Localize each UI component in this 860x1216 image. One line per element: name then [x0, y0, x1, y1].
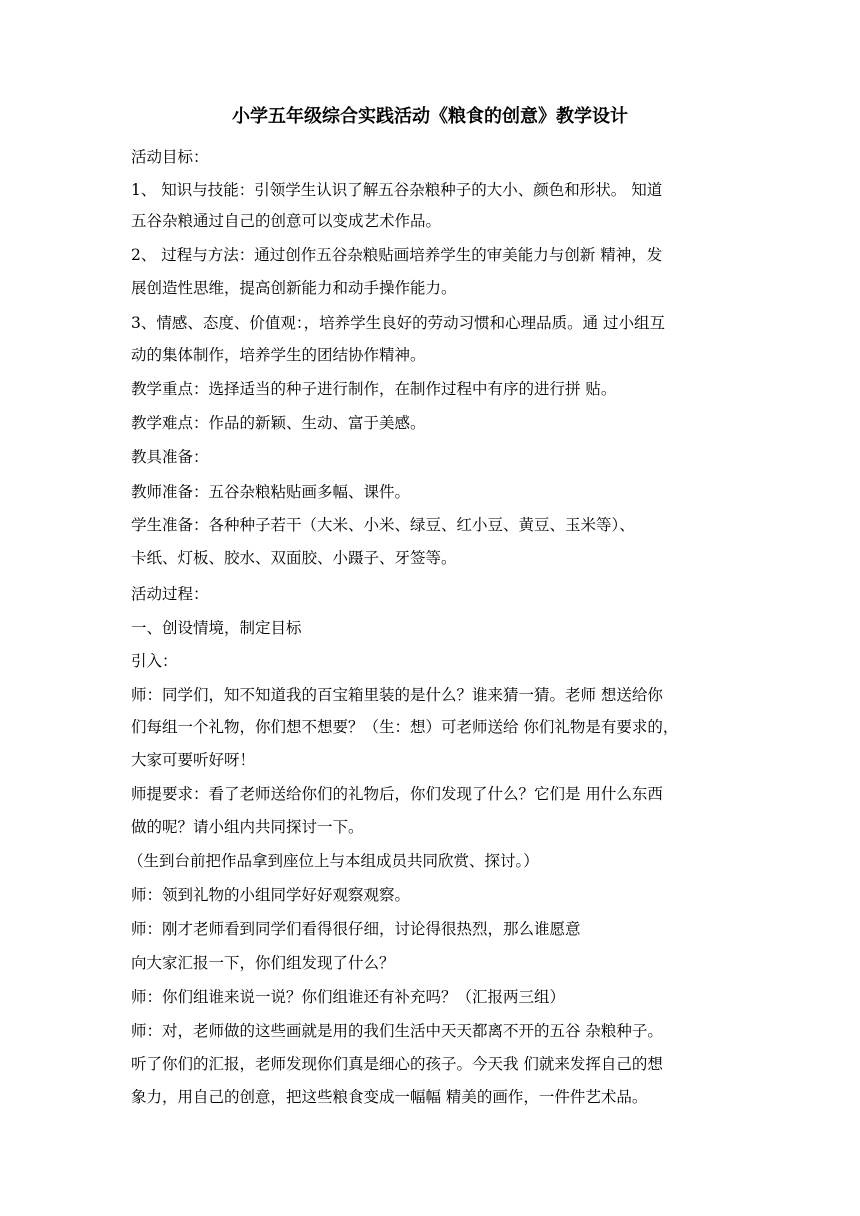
text-line: 学生准备：各种种子若干（大米、小米、绿豆、红小豆、黄豆、玉米等）、: [131, 516, 635, 534]
document-title: 小学五年级综合实践活动《粮食的创意》教学设计: [232, 106, 628, 127]
text-line: 3、情感、态度、价值观：，培养学生良好的劳动习惯和心理品质。通 过小组互: [131, 314, 666, 332]
text-line: 五谷杂粮通过自己的创意可以变成艺术作品。: [131, 212, 442, 230]
text-line: 师：对，老师做的这些画就是用的我们生活中天天都离不开的五谷 杂粮种子。: [131, 1022, 663, 1040]
text-line: 们每组一个礼物，你们想不想要？（生：想）可老师送给 你们礼物是有要求的，: [131, 718, 679, 736]
text-line: 师：领到礼物的小组同学好好观察观察。: [131, 886, 411, 904]
text-line-materials-heading: 教具准备：: [131, 448, 209, 466]
text-line: 师：你们组谁来说一说？你们组谁还有补充吗？（汇报两三组）: [131, 988, 566, 1006]
text-line: 引入：: [131, 652, 178, 670]
text-line: （生到台前把作品拿到座位上与本组成员共同欣赏、探讨。）: [128, 852, 539, 870]
text-line: 做的呢？请小组内共同探讨一下。: [131, 818, 364, 836]
text-line: 象力，用自己的创意，把这些粮食变成一幅幅 精美的画作，一件件艺术品。: [131, 1088, 648, 1106]
text-line: 教师准备：五谷杂粮粘贴画多幅、课件。: [131, 483, 411, 501]
text-line: 大家可要听好呀！: [131, 751, 256, 769]
text-line: 1、 知识与技能：引领学生认识了解五谷杂粮种子的大小、颜色和形状。 知道: [131, 181, 663, 199]
text-line: 师：刚才老师看到同学们看得很仔细，讨论得很热烈，那么谁愿意: [131, 920, 581, 938]
text-line: 师提要求：看了老师送给你们的礼物后，你们发现了什么？它们是 用什么东西: [131, 785, 663, 803]
text-line-section-heading: 一、创设情境，制定目标: [131, 619, 302, 637]
text-line: 2、 过程与方法：通过创作五谷杂粮贴画培养学生的审美能力与创新 精神，发: [131, 246, 663, 264]
text-line-difficult-point: 教学难点：作品的新颖、生动、富于美感。: [131, 414, 426, 432]
text-line: 师：同学们，知不知道我的百宝箱里装的是什么？谁来猜一猜。老师 想送给你: [131, 686, 663, 704]
text-line: 动的集体制作，培养学生的团结协作精神。: [131, 346, 426, 364]
text-line-process-heading: 活动过程：: [131, 585, 209, 603]
text-line: 听了你们的汇报，老师发现你们真是细心的孩子。今天我 们就来发挥自己的想: [131, 1055, 663, 1073]
text-line: 卡纸、灯板、胶水、双面胶、小蹑子、牙签等。: [131, 549, 457, 567]
text-line-key-point: 教学重点：选择适当的种子进行制作，在制作过程中有序的进行拼 贴。: [131, 380, 617, 398]
text-line: 向大家汇报一下，你们组发现了什么？: [131, 954, 395, 972]
text-line: 展创造性思维，提高创新能力和动手操作能力。: [131, 279, 457, 297]
text-line-objectives-heading: 活动目标：: [131, 148, 209, 166]
